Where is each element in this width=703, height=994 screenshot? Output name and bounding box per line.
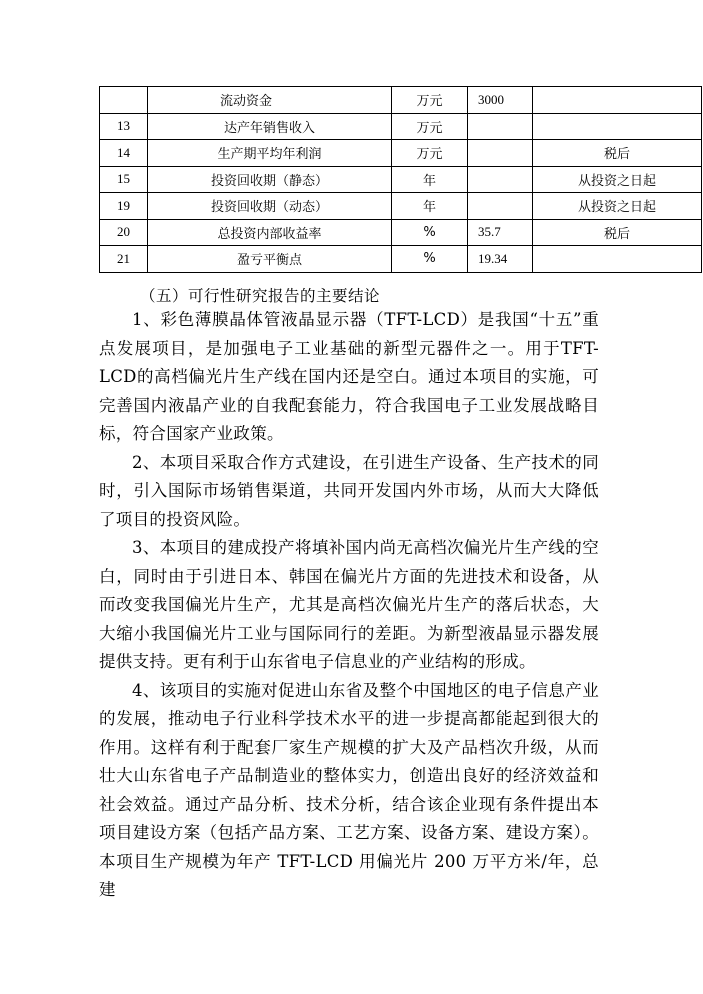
row-unit: 万元 xyxy=(392,140,468,167)
row-note: 税后 xyxy=(533,219,702,246)
section-title: （五）可行性研究报告的主要结论 xyxy=(140,287,381,305)
row-note: 税后 xyxy=(533,140,702,167)
row-number: 19 xyxy=(100,193,148,220)
row-item: 投资回收期（静态） xyxy=(148,166,392,193)
row-value xyxy=(468,193,533,220)
row-value: 35.7 xyxy=(468,219,533,246)
paragraph: 2、本项目采取合作方式建设，在引进生产设备、生产技术的同时，引入国际市场销售渠道，共同开发国内外市场，从而大大降低了项目的投资风险。 xyxy=(99,452,599,529)
row-unit: 年 xyxy=(392,166,468,193)
row-unit: 年 xyxy=(392,193,468,220)
row-unit: % xyxy=(392,219,468,246)
row-item: 达产年销售收入 xyxy=(148,113,392,140)
row-number: 21 xyxy=(100,246,148,273)
row-unit: 万元 xyxy=(392,113,468,140)
row-number xyxy=(100,87,148,114)
row-note xyxy=(533,246,702,273)
row-unit: % xyxy=(392,246,468,273)
row-value xyxy=(468,113,533,140)
conclusions-body xyxy=(99,306,599,905)
paragraph: 3、本项目的建成投产将填补国内尚无高档次偏光片生产线的空白，同时由于引进日本、韩国在偏光片方面的先进技术和设备，从而改变我国偏光片生产，尤其是高档次偏光片生产的落后状态，大大缩小我国偏光片工业与国际同行的差距。为新型液晶显示器发展提供支持。更有利于山东省电子信息业的产业结构的形成。 xyxy=(99,538,599,671)
row-number: 14 xyxy=(100,140,148,167)
row-value: 19.34 xyxy=(468,246,533,273)
table-row xyxy=(100,246,702,273)
row-note xyxy=(533,113,702,140)
indicator-table xyxy=(99,86,702,273)
table-row xyxy=(100,140,702,167)
row-item: 投资回收期（动态） xyxy=(148,193,392,220)
row-note: 从投资之日起 xyxy=(533,166,702,193)
row-value xyxy=(468,166,533,193)
table-row xyxy=(100,166,702,193)
table-row xyxy=(100,193,702,220)
row-note xyxy=(533,87,702,114)
row-unit: 万元 xyxy=(392,87,468,114)
row-number: 20 xyxy=(100,219,148,246)
row-item: 生产期平均年利润 xyxy=(148,140,392,167)
row-note: 从投资之日起 xyxy=(533,193,702,220)
row-item: 盈亏平衡点 xyxy=(148,246,392,273)
row-number: 13 xyxy=(100,113,148,140)
paragraph: 4、该项目的实施对促进山东省及整个中国地区的电子信息产业的发展，推动电子行业科学技术水平的进一步提高都能起到很大的作用。这样有利于配套厂家生产规模的扩大及产品档次升级，从而壮大山东省电子产品制造业的整体实力，创造出良好的经济效益和社会效益。通过产品分析、技术分析，结合该企业现有条件提出本项目建设方案（包括产品方案、工艺方案、设备方案、建设方案）。本项目生产规模为年产 TFT-LCD 用偏光片 200 万平方米/年，总建 xyxy=(99,680,599,899)
paragraph: 1、彩色薄膜晶体管液晶显示器（TFT-LCD）是我国“十五”重点发展项目，是加强电子工业基础的新型元器件之一。用于TFT-LCD的高档偏光片生产线在国内还是空白。通过本项目的实施，可完善国内液晶产业的自我配套能力，符合我国电子工业发展战略目标，符合国家产业政策。 xyxy=(99,310,599,443)
row-item: 流动资金 xyxy=(148,87,392,114)
table-row xyxy=(100,113,702,140)
row-value: 3000 xyxy=(468,87,533,114)
row-value xyxy=(468,140,533,167)
row-item: 总投资内部收益率 xyxy=(148,219,392,246)
table-row xyxy=(100,219,702,246)
table-row xyxy=(100,87,702,114)
row-number: 15 xyxy=(100,166,148,193)
